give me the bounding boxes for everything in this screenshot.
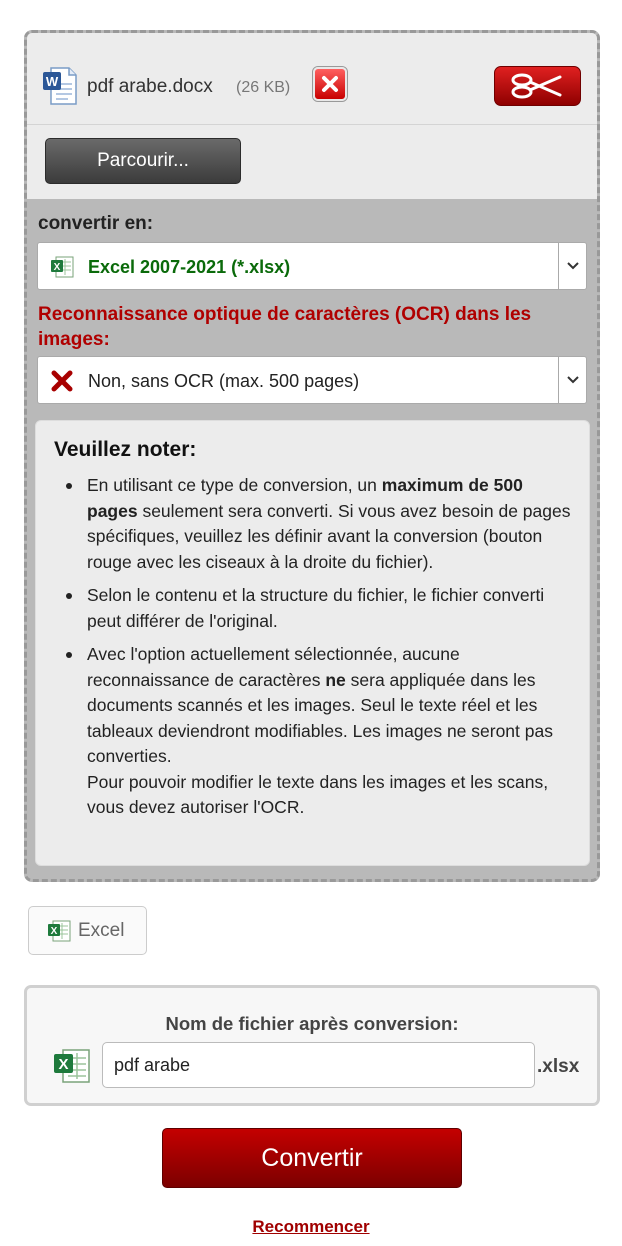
ocr-label: Reconnaissance optique de caractères (OCR) dans les images: [38, 304, 532, 350]
format-select[interactable] [37, 242, 587, 290]
excel-icon [53, 1047, 91, 1085]
browse-button[interactable]: Parcourir... [45, 138, 241, 184]
output-extension: .xlsx [537, 1056, 580, 1077]
output-filename-panel [24, 985, 600, 1106]
select-pages-button[interactable] [494, 66, 581, 106]
chevron-down-icon [558, 243, 586, 289]
excel-icon [47, 919, 71, 943]
file-row [27, 33, 597, 125]
file-size: (26 KB) [236, 79, 291, 96]
browse-row [27, 125, 597, 199]
close-icon [321, 75, 339, 93]
note-box [35, 420, 590, 866]
remove-file-button[interactable] [313, 67, 347, 101]
word-document-icon [43, 67, 77, 105]
cross-icon [50, 369, 74, 393]
svg-text:X: X [58, 1056, 69, 1073]
note-item: Avec l'option actuellement sélectionnée, aucune reconnaissance de caractères ne sera appliquée dans les documents scannés et les images. Seul le texte réel et les tableaux deviendront modifiables. Les images ne seront pas converties. Pour pouvoir modifier le texte dans les images et les scans, vous devez autoriser l'OCR. [63, 642, 573, 821]
format-chip-excel[interactable] [28, 906, 147, 955]
convert-to-label: convertir en: [38, 213, 154, 234]
convert-button[interactable]: Convertir [162, 1128, 462, 1188]
ocr-select-value: Non, sans OCR (max. 500 pages) [88, 371, 360, 391]
note-title: Veuillez noter: [54, 438, 197, 461]
format-select-value: Excel 2007-2021 (*.xlsx) [88, 257, 291, 277]
note-list [63, 473, 573, 829]
ocr-select[interactable] [37, 356, 587, 404]
upload-panel [24, 30, 600, 882]
svg-text:X: X [53, 262, 61, 273]
restart-link[interactable]: Recommencer [252, 1217, 370, 1236]
scissors-icon [510, 72, 566, 100]
format-chip-label: Excel [78, 919, 125, 941]
svg-text:X: X [50, 925, 58, 937]
note-item: En utilisant ce type de conversion, un maximum de 500 pages seulement sera converti. Si vous avez besoin de pages spécifiques, veuillez les définir avant la conversion (bouton rouge avec les ciseaux à la droite du fichier). [63, 473, 573, 575]
excel-icon [50, 255, 74, 279]
output-filename-label: Nom de fichier après conversion: [165, 1013, 459, 1034]
chevron-down-icon [558, 357, 586, 403]
svg-text:W: W [45, 74, 59, 89]
output-filename-input[interactable] [102, 1042, 535, 1088]
note-item: Selon le contenu et la structure du fichier, le fichier converti peut différer de l'original. [63, 583, 573, 634]
file-name: pdf arabe.docx [87, 76, 213, 97]
